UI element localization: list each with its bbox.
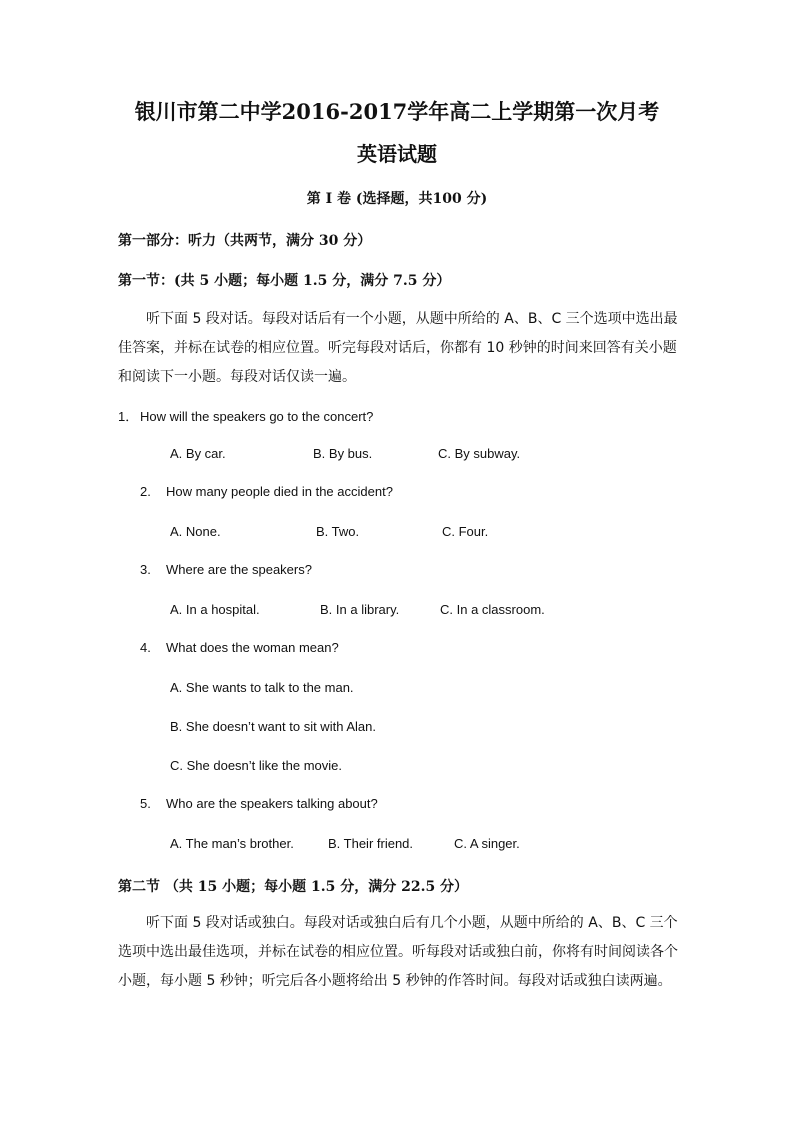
option-c: C. She doesn’t like the movie. [170, 758, 342, 773]
instruction-line: 佳答案，并标在试卷的相应位置。听完每段对话后，你都有 10 秒钟的时间来回答有关小题 [118, 340, 677, 356]
exam-subtitle: 英语试题 [357, 142, 437, 166]
question-number: 2. [140, 484, 151, 499]
question-2 [140, 484, 393, 499]
section1-heading: 第一节：(共 5 小题；每小题 1.5 分，满分 7.5 分） [118, 273, 451, 289]
part1-heading: 第一部分：听力（共两节，满分 30 分） [118, 233, 372, 249]
question-1 [118, 406, 373, 425]
option-b: B. Their friend. [328, 836, 414, 851]
question-text: What does the woman mean? [166, 640, 339, 655]
instruction-line: 听下面 5 段对话。每段对话后有一个小题，从题中所给的 A、B、C 三个选项中选出最 [146, 311, 678, 327]
instruction-line: 和阅读下一小题。每段对话仅读一遍。 [118, 369, 356, 385]
option-c: C. In a classroom. [440, 602, 545, 617]
option-a: A. By car. [170, 446, 226, 461]
question-number: 3. [140, 562, 151, 577]
option-b: B. She doesn’t want to sit with Alan. [170, 719, 376, 734]
section2-heading: 第二节 （共 15 小题；每小题 1.5 分，满分 22.5 分） [118, 879, 469, 895]
section2-instructions [118, 909, 678, 996]
question-text: How many people died in the accident? [166, 484, 393, 499]
option-c: C. By subway. [438, 446, 521, 461]
question-text: Where are the speakers? [166, 562, 312, 577]
option-b: B. By bus. [313, 446, 373, 461]
question-text: How will the speakers go to the concert? [140, 409, 374, 424]
instruction-line: 听下面 5 段对话或独白。每段对话或独白后有几个小题，从题中所给的 A、B、C 三个 [146, 915, 678, 931]
section1-instructions [118, 305, 678, 392]
exam-title: 银川市第二中学2016-2017学年高二上学期第一次月考 [134, 99, 660, 124]
option-a: A. None. [170, 524, 221, 539]
question-5 [140, 796, 378, 811]
question-text: Who are the speakers talking about? [166, 796, 378, 811]
option-a: A. In a hospital. [170, 602, 260, 617]
volume-heading: 第 I 卷 (选择题，共100 分) [306, 191, 488, 207]
option-b: B. In a library. [320, 602, 400, 617]
option-a: A. She wants to talk to the man. [170, 680, 354, 695]
question-number: 5. [140, 796, 151, 811]
option-c: C. A singer. [454, 836, 520, 851]
question-number: 4. [140, 640, 151, 655]
question-number: 1． [118, 409, 139, 424]
question-4 [140, 640, 339, 655]
option-a: A. The man’s brother. [170, 836, 294, 851]
instruction-line: 选项中选出最佳选项，并标在试卷的相应位置。听每段对话或独白前，你将有时间阅读各个 [118, 944, 678, 960]
option-b: B. Two. [316, 524, 360, 539]
option-c: C. Four. [442, 524, 489, 539]
instruction-line: 小题，每小题 5 秒钟；听完后各小题将给出 5 秒钟的作答时间。每段对话或独白读两遍。 [118, 973, 672, 989]
question-3 [140, 562, 312, 577]
